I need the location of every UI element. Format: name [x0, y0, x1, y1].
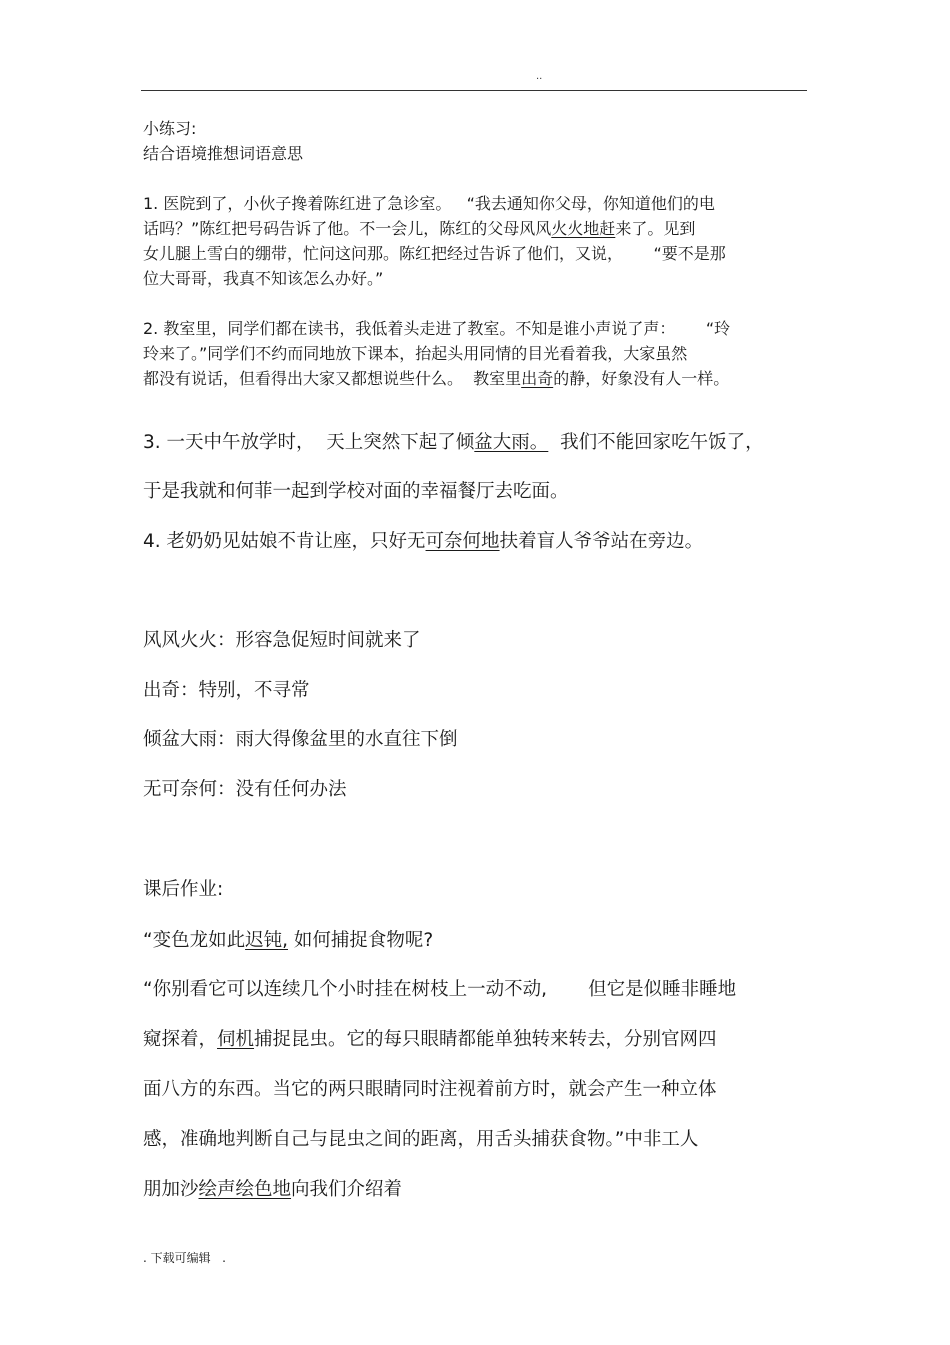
q2-line-3 — [143, 368, 729, 390]
homework-line-5: 感，准确地判断自己与昆虫之间的距离，用舌头捕获食物。”中非工人 — [143, 1129, 699, 1150]
homework-text: 向我们介绍着 — [291, 1179, 403, 1200]
homework-line-1 — [143, 928, 433, 954]
q1-line-4: 位大哥哥，我真不知该怎么办好。” — [143, 269, 384, 288]
q2-text: 都没有说话，但看得出大家又都想说些什么。 教室里 — [143, 369, 522, 388]
homework-text: 如何捕捉食物呢? — [287, 930, 434, 951]
homework-underlined-term: 迟钝, — [245, 930, 288, 951]
practice-title: 小练习: — [143, 119, 197, 138]
q4-underlined-term: 可奈何地 — [425, 531, 500, 552]
homework-underlined-term: 绘声绘色地 — [198, 1179, 292, 1200]
header-rule — [141, 90, 807, 91]
homework-line-3 — [143, 1027, 717, 1053]
definition-item: 出奇：特别，不寻常 — [143, 680, 310, 701]
q2-text: 的静，好象没有人一样。 — [553, 369, 730, 388]
q1-text: 话吗？”陈红把号码告诉了他。不一会儿，陈红的父母风风 — [143, 219, 552, 238]
homework-underlined-term: 伺机 — [217, 1029, 255, 1050]
q4-text: 4. 老奶奶见姑娘不肯让座，只好无 — [143, 531, 426, 552]
definition-item: 风风火火：形容急促短时间就来了 — [143, 630, 421, 651]
definition-item: 倾盆大雨：雨大得像盆里的水直往下倒 — [143, 729, 458, 750]
q1-line-1: 1. 医院到了，小伙子搀着陈红进了急诊室。 “我去通知你父母，你知道他们的电 — [143, 194, 715, 213]
practice-subtitle: 结合语境推想词语意思 — [143, 144, 304, 163]
q4-line — [143, 529, 703, 555]
q1-line-2 — [143, 218, 695, 240]
q3-underlined-term: 盆大雨。 — [474, 432, 549, 453]
q3-text: 3. 一天中午放学时， 天上突然下起了倾 — [143, 432, 475, 453]
homework-line-4: 面八方的东西。当它的两只眼睛同时注视着前方时，就会产生一种立体 — [143, 1079, 717, 1100]
q2-underlined-term: 出奇 — [521, 369, 554, 388]
homework-title: 课后作业: — [143, 879, 224, 900]
q3-line-2: 于是我就和何菲一起到学校对面的幸福餐厅去吃面。 — [143, 481, 569, 502]
q1-line-3: 女儿腿上雪白的绷带，忙问这问那。陈红把经过告诉了他们，又说， “要不是那 — [143, 244, 726, 263]
homework-text: 捕捉昆虫。它的每只眼睛都能单独转来转去，分别官网四 — [254, 1029, 717, 1050]
q1-underlined-term: 火火地赶 — [551, 219, 616, 238]
q4-text: 扶着盲人爷爷站在旁边。 — [499, 531, 704, 552]
q1-text: 来了。见到 — [615, 219, 696, 238]
definition-item: 无可奈何：没有任何办法 — [143, 779, 347, 800]
homework-text: 窥探着， — [143, 1029, 218, 1050]
q3-text: 我们不能回家吃午饭了， — [548, 432, 764, 453]
homework-line-2: “你别看它可以连续几个小时挂在树枝上一动不动, 但它是似睡非睡地 — [143, 979, 737, 1000]
q2-line-1: 2. 教室里，同学们都在读书，我低着头走进了教室。不知是谁小声说了声： “玲 — [143, 319, 731, 338]
header-mark: .. — [536, 71, 543, 82]
q3-line-1 — [143, 430, 764, 456]
homework-text: “变色龙如此 — [143, 930, 246, 951]
homework-line-6 — [143, 1177, 402, 1203]
footer-note: . 下载可编辑 . — [143, 1251, 226, 1265]
q2-line-2: 玲来了。”同学们不约而同地放下课本，抬起头用同情的目光看着我，大家虽然 — [143, 344, 688, 363]
homework-text: 朋加沙 — [143, 1179, 199, 1200]
